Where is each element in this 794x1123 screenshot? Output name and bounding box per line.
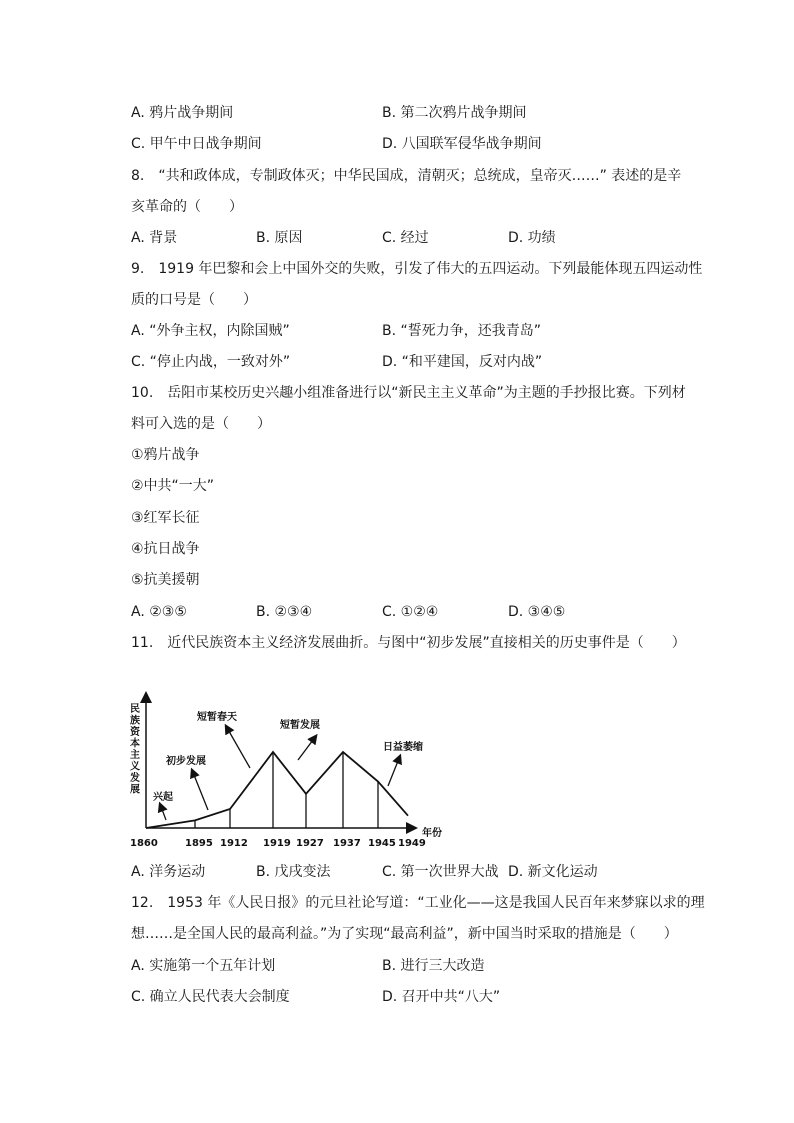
x-tick-label: 1949	[398, 838, 426, 849]
q7-option-d: D. 八国联军侵华战争期间	[382, 136, 542, 152]
annotation-arrow	[388, 756, 400, 786]
q8-option-b: B. 原因	[256, 230, 303, 246]
q11-option-b: B. 戊戌变法	[256, 864, 331, 880]
q10-item-5: ⑤抗美援朝	[131, 572, 200, 588]
q8-stem-line1: 8. “共和政体成，专制政体灭；中华民国成，清朝灭；总统成，皇帝灭……” 表述的是辛	[131, 168, 682, 184]
annotation-label: 日益萎缩	[383, 742, 423, 753]
q7-option-c: C. 甲午中日战争期间	[131, 136, 262, 152]
q12-option-a: A. 实施第一个五年计划	[131, 958, 276, 974]
q12-stem-line1: 12. 1953 年《人民日报》的元旦社论写道：“工业化——这是我国人民百年来梦寐以求的理	[131, 895, 705, 911]
q9-option-a: A. “外争主权，内除国贼”	[131, 323, 290, 339]
capitalism-development-chart	[120, 686, 460, 856]
q10-item-3: ③红军长征	[131, 510, 200, 526]
q10-item-1: ①鸦片战争	[131, 447, 200, 463]
annotation-arrow	[160, 804, 166, 820]
q9-option-c: C. “停止内战，一致对外”	[131, 354, 291, 370]
q10-item-2: ②中共“一大”	[131, 478, 215, 494]
annotation-label: 短暂发展	[280, 720, 320, 731]
annotation-arrow	[192, 770, 208, 810]
x-tick-label: 1912	[220, 838, 248, 849]
y-axis-label: 民族资本主义发展	[130, 704, 140, 796]
q10-option-c: C. ①②④	[382, 604, 439, 620]
q9-option-d: D. “和平建国，反对内战”	[382, 354, 543, 370]
q9-stem-line1: 9. 1919 年巴黎和会上中国外交的失败，引发了伟大的五四运动。下列最能体现五四运动性	[131, 261, 703, 277]
x-tick-label: 1895	[185, 838, 213, 849]
q8-option-a: A. 背景	[131, 230, 178, 246]
q9-option-b: B. “誓死力争，还我青岛”	[382, 323, 542, 339]
q10-item-4: ④抗日战争	[131, 541, 200, 557]
annotation-label: 短暂春天	[197, 712, 237, 723]
q11-option-a: A. 洋务运动	[131, 864, 206, 880]
q10-stem-line2: 料可入选的是（ ）	[131, 416, 271, 432]
x-axis-label: 年份	[422, 828, 442, 839]
q10-option-a: A. ②③⑤	[131, 604, 187, 620]
q10-option-d: D. ③④⑤	[508, 604, 566, 620]
q7-option-a: A. 鸦片战争期间	[131, 105, 234, 121]
q7-option-b: B. 第二次鸦片战争期间	[382, 105, 527, 121]
q11-stem-line1: 11. 近代民族资本主义经济发展曲折。与图中“初步发展”直接相关的历史事件是（ ）	[131, 635, 686, 651]
q12-option-b: B. 进行三大改造	[382, 958, 485, 974]
q9-stem-line2: 质的口号是（ ）	[131, 292, 257, 308]
q12-option-d: D. 召开中共“八大”	[382, 989, 501, 1005]
q8-option-d: D. 功绩	[508, 230, 556, 246]
q10-option-b: B. ②③④	[256, 604, 313, 620]
annotation-arrow	[226, 726, 250, 768]
q10-stem-line1: 10. 岳阳市某校历史兴趣小组准备进行以“新民主主义革命”为主题的手抄报比赛。下列材	[131, 385, 686, 401]
x-tick-label: 1919	[263, 838, 291, 849]
annotation-label: 兴起	[153, 792, 173, 803]
q8-option-c: C. 经过	[382, 230, 429, 246]
annotation-label: 初步发展	[166, 756, 206, 767]
q12-option-c: C. 确立人民代表大会制度	[131, 989, 290, 1005]
q8-stem-line2: 亥革命的（ ）	[131, 199, 243, 215]
annotation-arrow	[298, 736, 316, 760]
x-tick-label: 1937	[333, 838, 361, 849]
x-tick-label: 1927	[296, 838, 324, 849]
q11-option-d: D. 新文化运动	[508, 864, 598, 880]
x-tick-label: 1860	[130, 838, 158, 849]
x-tick-label: 1945	[368, 838, 396, 849]
q12-stem-line2: 想……是全国人民的最高利益。”为了实现“最高利益”，新中国当时采取的措施是（ ）	[131, 926, 678, 942]
q11-option-c: C. 第一次世界大战	[382, 864, 499, 880]
